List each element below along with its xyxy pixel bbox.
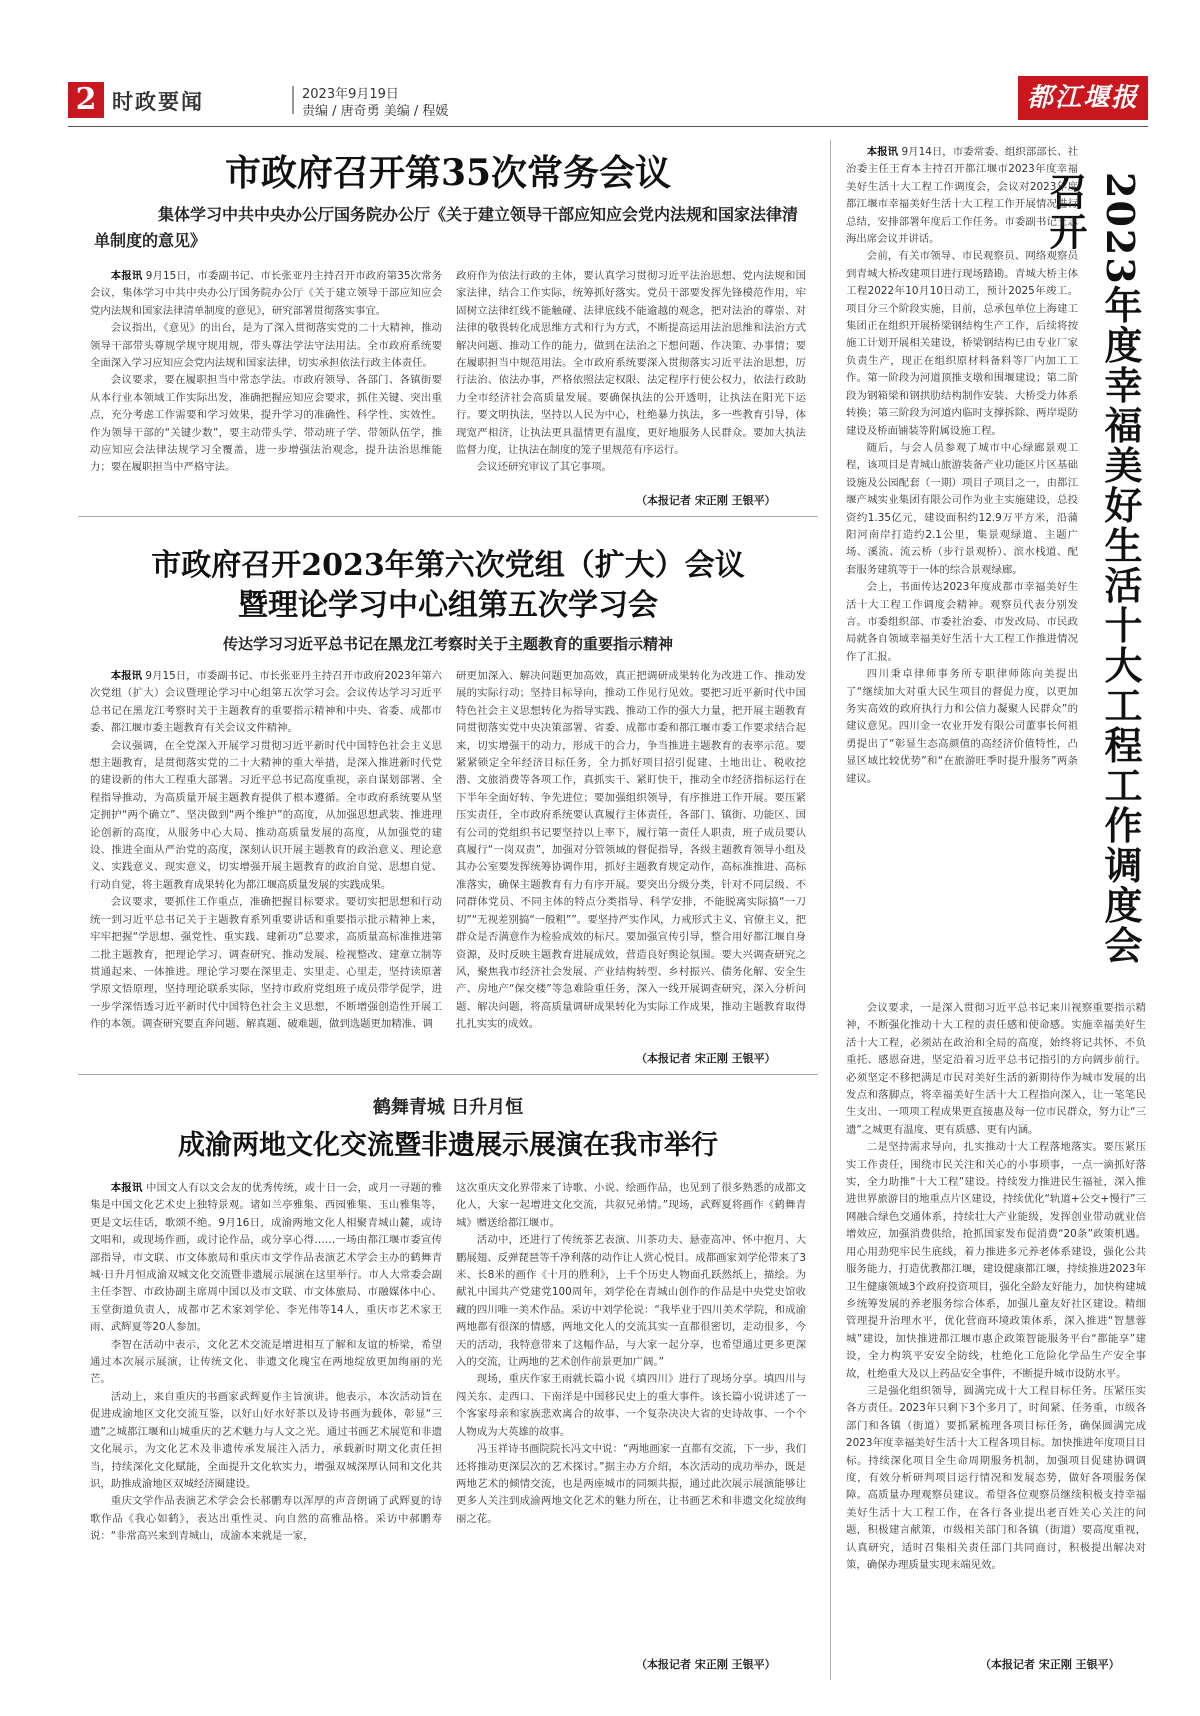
article2-col1: [90, 668, 442, 1048]
article1-lead: 本报讯: [110, 270, 143, 282]
article3-kicker: 鹤舞青城 日升月恒: [372, 1097, 524, 1118]
article2-col2: [456, 668, 806, 1048]
paragraph: 研更加深入、解决问题更加高效，真正把调研成果转化为改进工作、推动发展的实际行动；坚持目标导向，推动工作见行见效。要把习近平新时代中国特色社会主义思想转化为指导实践、推动工作的强大力量，把开展主题教育同贯彻落实党中央决策部署、省委、成都市委和都江堰市委工作要求结合起来，切实增强干的动力，形成干的合力，争当推进主题教育的表率示范。要紧紧锁定全年经济目标任务，全力抓好项目招引促建、土地出让、税收挖潜、文旅消费等各项工作，真抓实干、紧盯快干，推动全市经济指标运行在下半年全面好转、争先进位；要加强组织领导，有序推进工作开展。要压紧压实责任，全市政府系统要认真履行主体责任，各部门、镇街、功能区、国有公司的党组织书记要坚持以上率下，履行第一责任人职责，班子成员要认真履行“一岗双责”，加强对分管领域的督促指导，各级主题教育领导小组及其办公室要发挥统筹协调作用，抓好主题教育规定动作，高标准推进、高标准落实，确保主题教育有力有序开展。要突出分级分类，针对不同层级、不同群体党员、不同主体的特点分类指导、科学安排，不能脱离实际搞“一刀切”“无视差别搞“一般粗””。要坚持严实作风，力戒形式主义、官僚主义，把群众是否满意作为检验成效的标尺。要加强宣传引导，整合用好都江堰自身资源，及时反映主题教育进展成效，营造良好舆论氛围。要大兴调查研究之风，聚焦我市经济社会发展、产业结构转型、乡村振兴、债务化解、安全生产、房地产“保交楼”等急难险重任务，深入一线开展调查研究，深入分析问题、解决问题，将高质量调研成果转化为实际工作成果，推动主题教育取得扎扎实实的成效。: [456, 670, 806, 1031]
section-name: 时政要闻: [112, 90, 204, 114]
header-divider: [292, 86, 294, 114]
article3-lead: 本报讯: [110, 1182, 143, 1194]
paragraph: 活动中，还进行了传统茶艺表演、川茶功夫、悬壶高冲、怀中抱月、大鹏展翅、反弹琵琶等千净利落的动作让人赏心悦目。成都画家刘学伦带来了3米、长8米的画作《十月的胜利》，上千个历史人物面孔跃然纸上，描绘。为献礼中国共产党建党100周年，刘学伦在青城山创作的作品是中央党史馆收藏的四川唯一美术作品。采访中刘学伦说：“我毕业于四川美术学院，和成渝两地都有很深的情感，两地文化人的交流其实一直都很密切，走动很多，今天的活动，我特意带来了这幅作品，与大家一起分享，也希望通过更多更深入的交流，让两地的艺术创作前景更加广阔。”: [456, 1234, 806, 1369]
paragraph: 会议要求，要在履职担当中常态学法。市政府领导、各部门、各镇街要从本行业本领域工作实际出发，准确把握应知应会要求，抓住关键、突出重点，充分考虑工作需要和学习效果，提升学习的准确性、科学性、实效性。作为领导干部的“关键少数”，要主动带头学、带动班子学、带领队伍学，推动应知应会法律法规学习全覆盖，进一步增强法治观念，提升法治思维能力；要在履职担当中严格守法。: [90, 374, 442, 474]
issue-date: 2023年9月19日: [302, 87, 399, 102]
article1-col2: [456, 268, 806, 490]
paragraph: 随后，与会人员参观了城市中心绿廊景观工程，该项目是青城山旅游装备产业功能区片区基础设施及公园配套（一期）项目子项目之一，由都江堰产城实业集团有限公司作为业主实施建设，总投资约1.35亿元，建设面积约12.9万平方米，沿蒲阳河南岸打造约2.1公里，集景观绿道、主题广场、溪流、流云桥（步行景观桥）、滨水栈道、配套服务建筑等于一体的综合景观绿廊。: [846, 441, 1078, 576]
paragraph: 四川秉卓律师事务所专职律师陈向美提出了“继续加大对重大民生项目的督促力度，以更加务实高效的政府执行力和公信力凝聚人民群众”的建议意见。四川金一农业开发有限公司董事长何祖勇提出了“彰显生态高颜值的高经济价值特性，凸显区域比较优势”和“在旅游旺季时提升服务”两条建议。: [846, 668, 1078, 785]
paragraph: 会议要求，一是深入贯彻习近平总书记来川视察重要指示精神，不断强化推动十大工程的责任感和使命感。实施幸福美好生活十大工程，必须站在政治和全局的高度，始终将记共怀、不负重托、感恩奋进，坚定沿着习近平总书记指引的方向阔步前行。必须坚定不移把满足市民对美好生活的新期待作为城市发展的出发点和落脚点，将幸福美好生活十大工程指向深入，让一笔笔民生支出、一项项工程成果更直接惠及每一位市民群众，努力让“三遗”之城更有温度、更有质感、更有内涵。: [846, 1002, 1146, 1136]
paragraph: 9月14日，市委常委、组织部部长、社治委主任王育本主持召开都江堰市2023年度幸福美好生活十大工程工作调度会，会议对2023年度都江堰市幸福美好生活十大工程工作开展情况进行总结，安排部署年度后工作任务。市委副书记王志海出席会议并讲话。: [846, 146, 1078, 246]
separator: [78, 516, 818, 517]
paragraph: 会议强调，在全党深入开展学习贯彻习近平新时代中国特色社会主义思想主题教育，是贯彻落实党的二十大精神的重大举措，是深入推进新时代党的建设新的伟大工程重大部署。习近平总书记高度重视，亲自谋划部署、全程指导推动，为高质量开展主题教育提供了根本遵循。全市政府系统要从坚定拥护“两个确立”、坚决做到“两个维护”的高度，从加强思想武装、推进理论创新的高度，从服务中心大局、推动高质量发展的高度，从加强党的建设、推进全面从严治党的高度，深刻认识开展主题教育的政治意义、理论意义、实践意义、现实意义，切实增强开展主题教育的政治自觉、思想自觉、行动自觉，将主题教育成果转化为都江堰高质量发展的实践成果。: [90, 739, 442, 891]
paragraph: 会议指出，《意见》的出台，是为了深入贯彻落实党的二十大精神，推动领导干部带头尊规学规守规用规，带头尊法学法守法用法。全市政府系统要全面深入学习应知应会党内法规和国家法律，切实承担依法行政主体责任。: [90, 322, 442, 370]
paragraph: 二是坚持需求导向，扎实推动十大工程落地落实。要压紧压实工作责任，围绕市民关注和关心的小事琐事，一点一滴抓好落实，全力助推“十大工程”建设。持续发力推进民生福祉，深入推进世界旅游目的地重点片区建设，持续优化“轨道+公交+慢行”三网融合绿色交通体系，持续壮大产业能级，发挥创业带动就业倍增效应，加强消费供给，抢抓国家发布促消费“20条”政策机遇。用心用劲兜牢民生底线，着力推进多元养老体系建设，强化公共服务能力，打造优教都江堰，建设健康都江堰，持续推进2023年卫生健康领域3个政府投资项目，强化全龄友好能力，加快构建城乡统筹发展的养老服务综合体系，加强儿童友好社区建设。精细管理提升治理水平，优化营商环境政策体系，深入推进“智慧蓉城”建设，加快推进都江堰市惠企政策智能服务平台“都能享”建设，全力构筑平安安全防线，杜绝化工危险化学品生产安全事故，杜绝重大及以上药品安全事件，不断提升城市设防水平。: [846, 1141, 1146, 1380]
article2-byline: （本报记者 宋正刚 王银平）: [636, 1052, 776, 1065]
separator: [78, 1074, 818, 1075]
page-number: 2: [68, 82, 104, 118]
paragraph: 9月15日，市委副书记、市长张亚丹主持召开市政府2023年第六次党组（扩大）会议暨理论学习中心组第五次学习会。会议传达学习习近平总书记在黑龙江考察时关于主题教育的重要指示精神和中央、省委、成都市委、都江堰市委主题教育有关会议文件精神。: [90, 670, 442, 735]
paragraph: 三是强化组织领导，圆满完成十大工程目标任务。压紧压实各方责任。2023年只剩下3个多月了，时间紧、任务重，市级各部门和各镇（街道）要抓紧梳理各项目标任务，确保圆满完成2023年度幸福美好生活十大工程各项目标。加快推进年度项目目标。持续深化项目全生命周期服务机制，加强项目促建协调调度，有效分析研判项目运行情况和发展态势，做好各项服务保障。高质量办理观察员建议。希望各位观察员继续积极支持幸福美好生活十大工程工作，在各行各业提出老百姓关心关注的问题，积极建言献策，市级相关部门和各镇（街道）要高度重视，认真研究，适时召集相关责任部门共同商讨，积极提出解决对策，确保办理质量实现末端见效。: [846, 1384, 1146, 1571]
paragraph: 活动上，来自重庆的书画家武辉夏作主旨演讲。他表示，本次活动旨在促进成渝地区文化交流互鉴，以好山好水好茶以及诗书画为载体，彰显“三遗”之城都江堰和山城重庆的艺术魅力与人文之光。通过书画艺术展览和非遗文化展示，为文化艺术及非遗传承发展注入活力，承载新时期文化责任担当，持续深化文化赋能，全面提升文化软实力，增强双城深厚认同和文化共识，助推成渝地区双城经济圈建设。: [90, 1390, 442, 1490]
newspaper-logo: 都江堰报: [1018, 76, 1148, 120]
paragraph: 政府作为依法行政的主体，要认真学习贯彻习近平法治思想、党内法规和国家法律，结合工作实际，统筹抓好落实。党员干部要发挥先锋模范作用，牢固树立法律红线不能触碰、法律底线不能逾越的观念，把对法治的尊崇、对法律的敬畏转化成思维方式和行为方式，不断提高运用法治思维和法治方式解决问题、推动工作的能力，做到在法治之下想问题、作决策、办事情；要在履职担当中规范用法。全市政府系统要深入贯彻落实习近平法治思想，厉行法治、依法办事，严格依照法定权限、法定程序行使公权力，依法行政助力全市经济社会高质量发展。要确保执法的公开透明，让执法在阳光下运行。要文明执法，坚持以人民为中心，杜绝暴力执法，多一些教育引导，体现宽严相济，让执法更具温情更有温度，更好地服务人民群众。要加大执法监督力度，让执法在制度的笼子里规范有序运行。: [456, 270, 806, 457]
article2-lead: 本报讯: [110, 670, 143, 682]
page-header: [68, 82, 1148, 118]
article4-col-top: [846, 144, 1078, 996]
article2-subtitle: 传达学习习近平总书记在黑龙江考察时关于主题教育的重要指示精神: [222, 635, 673, 653]
paragraph: 重庆文学作品表演艺术学会会长郝鹏寿以浑厚的声音朗诵了武辉夏的诗歌作品《我心如鹤》，表达出重性灵、向自然的高雅品格。采访中郝鹏寿说：“非常高兴来到青城山，成渝本来就是一家，: [90, 1495, 442, 1543]
header-rule: [68, 126, 1148, 127]
article3-byline: （本报记者 宋正刚 王银平）: [636, 1658, 776, 1671]
article2-title-line2: 暨理论学习中心组第五次学习会: [238, 588, 658, 623]
article4-lead: 本报讯: [866, 146, 899, 158]
article2-title-line1: 市政府召开2023年第六次党组（扩大）会议: [151, 548, 745, 583]
paragraph: 会议要求，要抓住工作重点，准确把握目标要求。要切实把思想和行动统一到习近平总书记关于主题教育系列重要讲话和重要指示批示精神上来，牢牢把握“学思想、强党性、重实践、建新功”总要求，高质量高标准推进第二批主题教育，把理论学习、调查研究、推动发展、检视整改、建章立制等贯通起来、一体推进。理论学习要在深里走、实里走、心里走，坚持读原著学原文悟原理，坚持理论联系实际，坚持市政府党组班子成员带学促学，进一步学深悟透习近平新时代中国特色社会主义思想，不断增强创造性开展工作的本领。调查研究要直奔问题、解真题、破难题，做到选题更加精准、调: [90, 896, 442, 1031]
article3-col2: [456, 1180, 806, 1648]
article1-col1: [90, 268, 442, 490]
paragraph: 李智在活动中表示，文化艺术交流是增进相互了解和友谊的桥梁，希望通过本次展示展演，让传统文化、非遗文化瑰宝在两地绽放更加绚丽的光芒。: [90, 1338, 442, 1386]
paragraph: 会上，书面传达2023年度成都市幸福美好生活十大工程工作调度会精神。观察员代表分别发言。市委组织部、市委社治委、市发改局、市民政局就各自领域幸福美好生活十大工程工作推进情况作了汇报。: [846, 581, 1078, 663]
paragraph: 9月15日，市委副书记、市长张亚丹主持召开市政府第35次常务会议，集体学习中共中央办公厅国务院办公厅《关于建立领导干部应知应会党内法规和国家法律清单制度的意见》，研究部署贯彻落实事宜。: [90, 270, 442, 317]
paragraph: 会前，有关市领导、市民观察员、网络观察员到青城大桥改建项目进行现场踏勘。青城大桥主体工程2022年10月10日动工，预计2025年竣工。项目分三个阶段实施，目前，总承包单位上海建工集团正在组织开展桥梁钢结构生产工作，后续将按施工计划开展相关建设，桥梁钢结构已由专业厂家负责生产，现正在组织原材料备料等厂内加工工作。第一阶段为河道顶推支墩和围堰建设；第二阶段为钢箱梁和钢拱肋结构制作安装、大桥受力体系转换；第三阶段为河道内临时支撑拆除、两岸堤防建设及桥面铺装等附属设施工程。: [846, 250, 1078, 437]
paragraph: 这次重庆文化界带来了诗歌、小说、绘画作品，也见到了很多熟悉的成都文化人，大家一起增进文化交流，共叙兄弟情。”现场，武辉夏将画作《鹤舞青城》赠送给都江堰市。: [456, 1182, 806, 1229]
paragraph: 现场，重庆作家王雨就长篇小说《填四川》进行了现场分享。填四川与闯关东、走西口、下南洋是中国移民史上的重大事件。该长篇小说讲述了一个客家母亲和家族悲欢离合的故事、一个复杂决决大省的史诗故事、一个个人物成为大英雄的故事。: [456, 1373, 806, 1438]
article3-col1: [90, 1180, 442, 1648]
article1-title: 市政府召开第35次常务会议: [224, 152, 672, 194]
article1-byline: （本报记者 宋正刚 王银平）: [636, 494, 776, 507]
column-divider: [830, 140, 831, 1680]
paragraph: 冯玉祥诗书画院院长冯文中说：“两地画家一直都有交流，下一步，我们还将推动更深层次的艺术探讨。”据主办方介绍，本次活动的成功举办，既是两地艺术的倾情交流，也是两座城市的同频共振，通过此次展示展演能够让更多人关注到成渝两地文化艺术的魅力所在，让书画艺术和非遗文化绽放绚丽之花。: [456, 1443, 806, 1525]
paragraph: 中国文人有以文会友的优秀传统，或十日一会，或月一寻题的雅集是中国文化艺术史上独特景观。诸如兰亭雅集、西园雅集、玉山雅集等，更是文坛佳话，歌颂不绝。9月16日，成渝两地文化人相聚青城山麓，或诗文唱和，或现场作画，或讨论作品，或分享心得……一场由都江堰市委宣传部指导，市文联、市文体旅局和重庆市文学作品表演艺术学会主办的鹤舞青城·日升月恒成渝双城文化交流暨非遗展示展演在这里举行。市人大常委会副主任李智、市政协副主席周中国以及市文联、市文体旅局、市融媒体中心、玉堂街道负责人，成都市艺术家刘学伦、李光伟等14人，重庆市艺术家王雨、武辉夏等20人参加。: [90, 1182, 442, 1334]
article4-byline: （本报记者 宋正刚 王银平）: [980, 1658, 1120, 1671]
article1-subtitle: 集体学习中共中央办公厅国务院办公厅《关于建立领导干部应知应会党内法规和国家法律清单制度的意见》: [94, 205, 799, 250]
article4-col-bottom: [846, 1000, 1146, 1652]
article4-vertical-title: 2023年度幸福美好生活十大工程工作调度会召开: [1043, 172, 1143, 966]
paragraph: 会议还研究审议了其它事项。: [476, 461, 612, 474]
editors: 责编 / 唐奇勇 美编 / 程媛: [302, 104, 449, 119]
article3-title: 成渝两地文化交流暨非遗展示展演在我市举行: [178, 1130, 718, 1161]
